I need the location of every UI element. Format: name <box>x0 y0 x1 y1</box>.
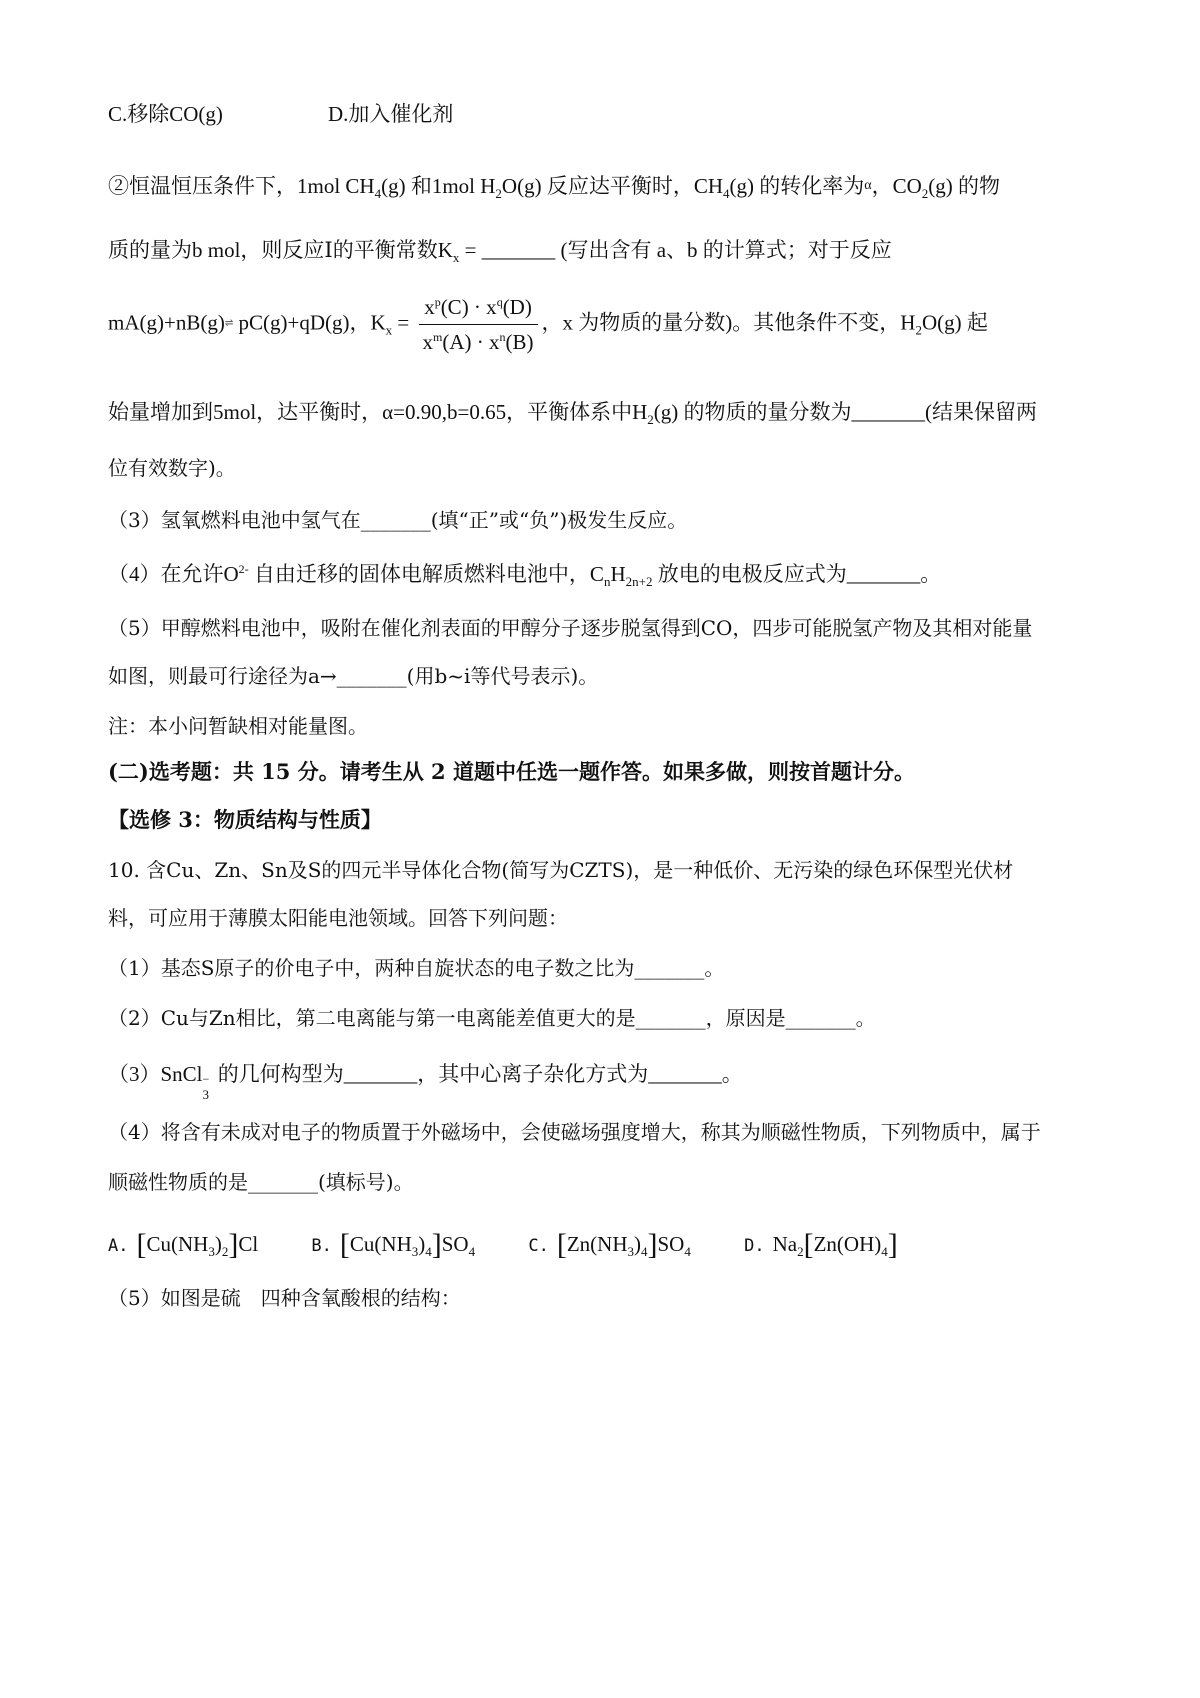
paragraph-line: 质的量为b mol，则反应Ⅰ的平衡常数$K_x$ = _______ (写出含有 a、b 的计算式；对于反应 <box>108 238 892 265</box>
answer-options <box>108 1226 946 1264</box>
paragraph-line: 位有效数字)。 <box>108 456 236 480</box>
paragraph-line: 顺磁性物质的是_______(填标号)。 <box>108 1170 414 1194</box>
option-a[interactable]: A. $[Cu(NH_3)_2]Cl$ <box>108 1228 259 1261</box>
question-3: （3）氢氧燃料电池中氢气在_______(填“正”或“负”)极发生反应。 <box>108 508 688 532</box>
question-4: （4）在允许$O^{2-}$ 自由迁移的固体电解质燃料电池中，$C_nH_{2n+2}$ 放电的电极反应式为_______。 <box>108 562 942 589</box>
question-10-5: （5）如图是硫 四种含氧酸根的结构： <box>108 1286 461 1310</box>
question-10-2: （2）Cu与Zn相比，第二电离能与第一电离能差值更大的是_______，原因是_______。 <box>108 1006 876 1030</box>
paragraph-line: 始量增加到5mol，达平衡时，α=0.90,b=0.65，平衡体系中$H_2(g)$ 的物质的量分数为_______(结果保留两 <box>108 400 1038 427</box>
question-10-3: （3）SnCl − 3 的几何构型为_______，其中心离子杂化方式为_______。 <box>108 1062 743 1102</box>
question-5: （5）甲醇燃料电池中，吸附在催化剂表面的甲醇分子逐步脱氢得到CO，四步可能脱氢产物及其相对能量 <box>108 616 1033 640</box>
paragraph-line: ②恒温恒压条件下，1mol $CH_4(g)$ 和1mol $H_2O(g)$ 反应达平衡时，$CH_4(g)$ 的转化率为α，$CO_2(g)$ 的物 <box>108 174 1001 201</box>
kx-fraction: $\frac{x^p(C) \cdot x^q(D)}{x^m(A) \cdot x^n(B)}$ <box>419 292 538 357</box>
note-line: 注：本小问暂缺相对能量图。 <box>108 714 368 738</box>
option-b[interactable]: B. $[Cu(NH_3)_4]SO_4$ <box>311 1228 476 1261</box>
option-c[interactable]: C. $[Zn(NH_3)_4]SO_4$ <box>528 1228 691 1261</box>
question-10-1: （1）基态S原子的价电子中，两种自旋状态的电子数之比为_______。 <box>108 956 725 980</box>
section-subheading: 【选修 3：物质结构与性质】 <box>108 807 382 832</box>
section-heading: (二)选考题：共 15 分。请考生从 2 道题中任选一题作答。如果多做，则按首题计分。 <box>108 759 915 784</box>
paragraph-line: 如图，则最可行途径为a→_______(用b~i等代号表示)。 <box>108 664 599 688</box>
equation-line: mA(g)+nB(g)⇌ pC(g)+qD(g)，$K_x$ = $\frac{x^p(C) \cdot x^q(D)}{x^m(A) \cdot x^n(B)}$ ，x 为物质的量分数)。其他条件不变，$H_2O(g)$ 起 <box>108 292 988 357</box>
option-d[interactable]: D. $Na_2[Zn(OH)_4]$ <box>744 1228 898 1261</box>
question-10-stem: 10. 含Cu、Zn、Sn及S的四元半导体化合物(简写为CZTS)，是一种低价、无污染的绿色环保型光伏材 <box>108 858 1014 882</box>
option-d-text: D.加入催化剂 <box>328 102 454 126</box>
equilibrium-arrow-icon: ⇌ <box>224 314 234 331</box>
option-c-text: C.移除CO(g) <box>108 102 223 126</box>
paragraph-line: 料，可应用于薄膜太阳能电池领域。回答下列问题： <box>108 906 568 930</box>
question-10-4: （4）将含有未成对电子的物质置于外磁场中，会使磁场强度增大，称其为顺磁性物质，下列物质中，属于 <box>108 1120 1041 1144</box>
